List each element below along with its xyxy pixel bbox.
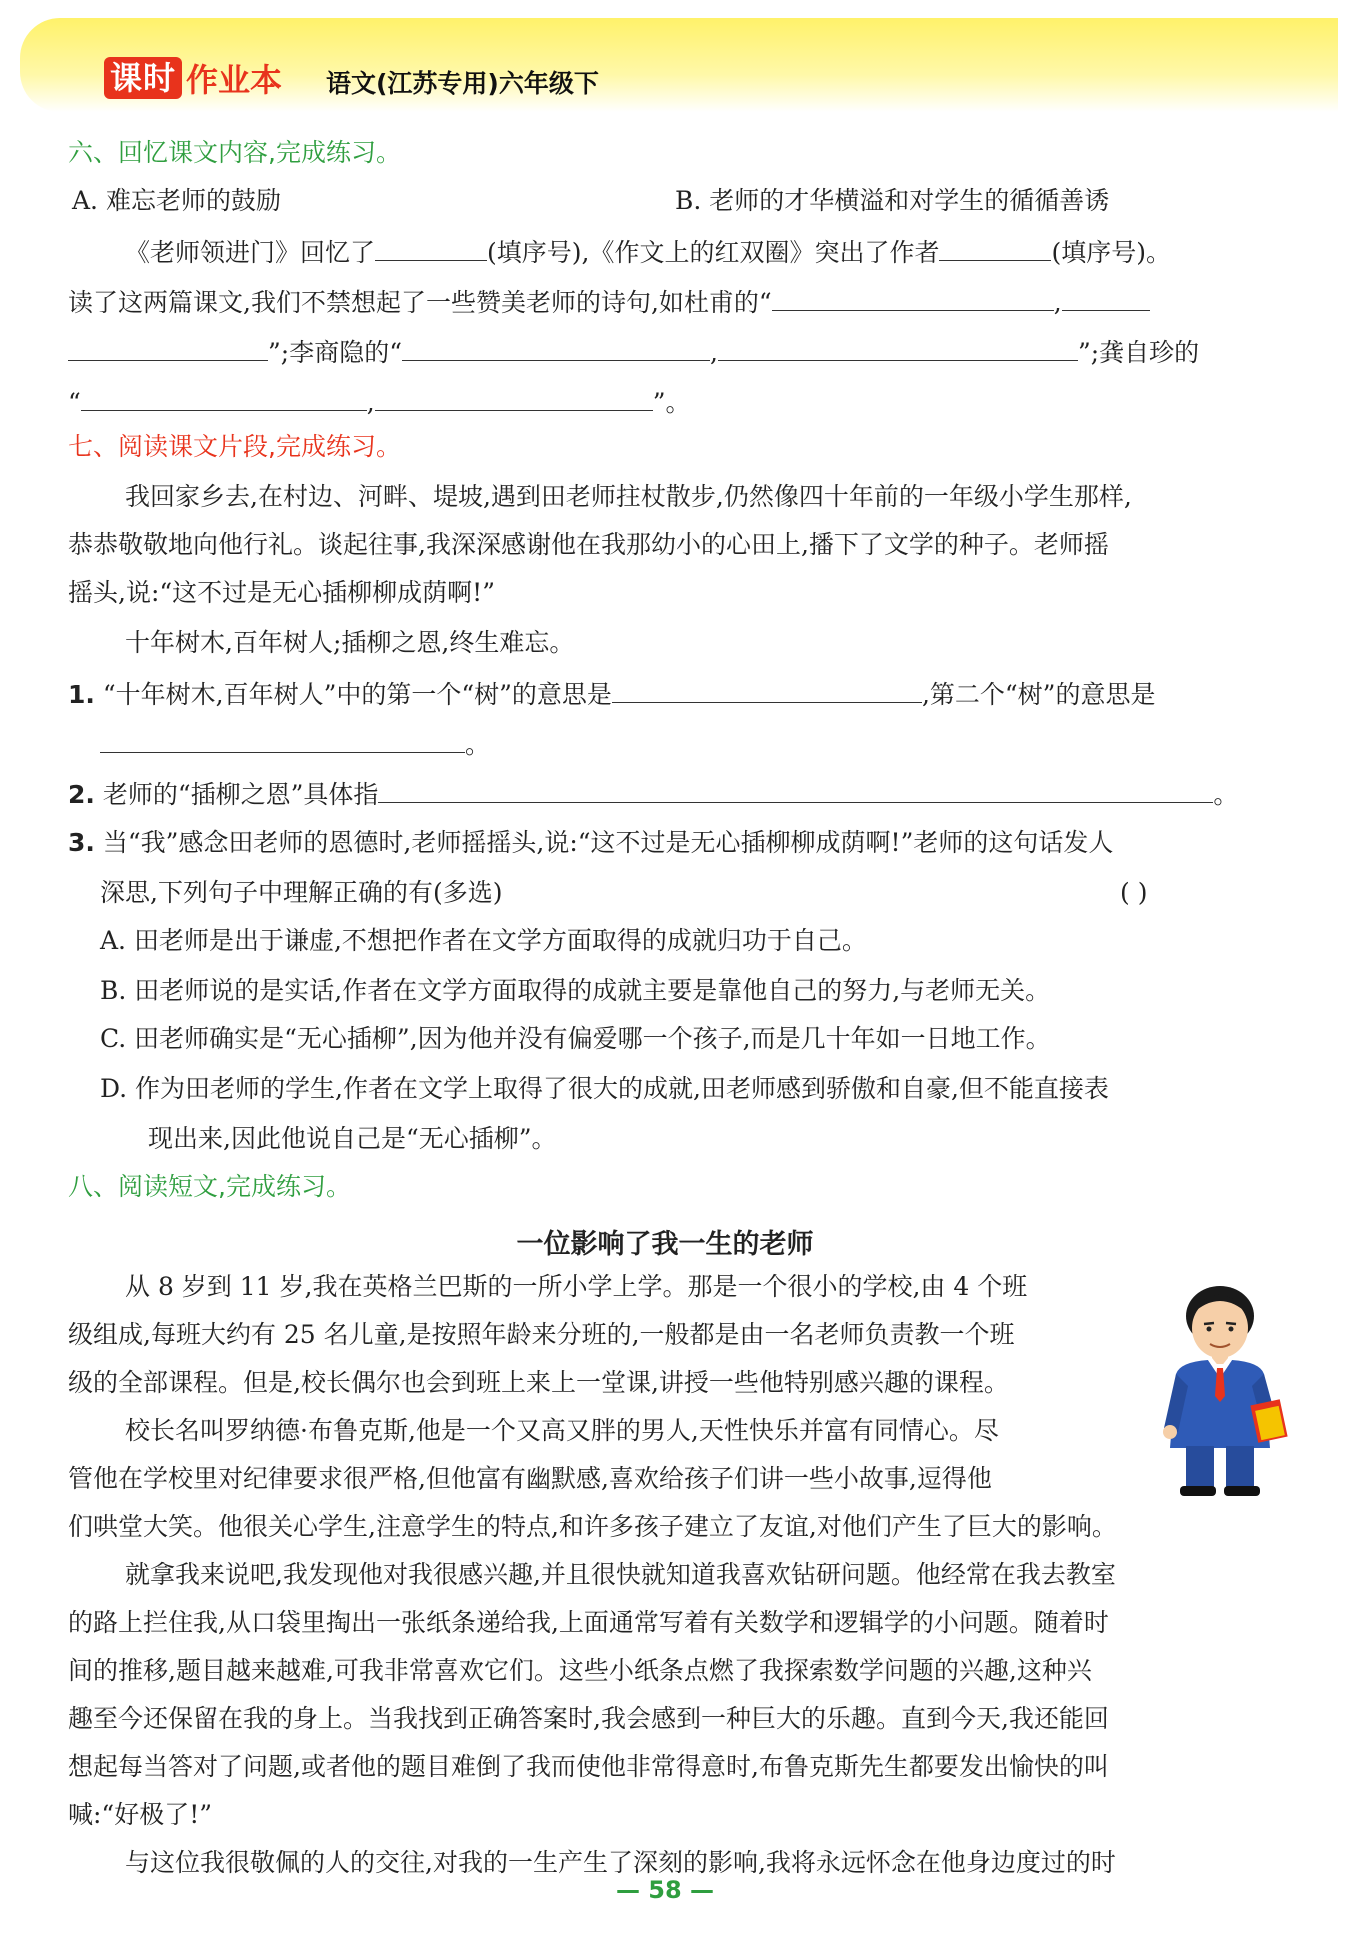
sec7-para-line: 摇头,说:“这不过是无心插柳柳成荫啊!” <box>68 578 495 607</box>
blank[interactable] <box>402 336 710 361</box>
q3-option-d: D. 作为田老师的学生,作者在文学上取得了很大的成就,田老师感到骄傲和自豪,但不能直接表 <box>100 1074 1109 1103</box>
blank[interactable] <box>1062 286 1150 311</box>
section-6-title: 六、回忆课文内容,完成练习。 <box>68 138 401 167</box>
article-line: 间的推移,题目越来越难,可我非常喜欢它们。这些小纸条点燃了我探索数学问题的兴趣,这种兴 <box>68 1656 1092 1685</box>
article-line: 的路上拦住我,从口袋里掏出一张纸条递给我,上面通常写着有关数学和逻辑学的小问题。随着时 <box>68 1608 1109 1637</box>
q3-option-d-cont: 现出来,因此他说自己是“无心插柳”。 <box>148 1124 557 1153</box>
question-1-cont <box>100 728 490 760</box>
text: 当“我”感念田老师的恩德时,老师摇摇头,说:“这不过是无心插柳柳成荫啊!”老师的这句话发人 <box>102 828 1114 857</box>
article-line: 喊:“好极了!” <box>68 1800 213 1829</box>
blank[interactable] <box>612 678 922 703</box>
blank[interactable] <box>100 728 465 753</box>
question-number: 2. <box>68 780 95 809</box>
brand-logo <box>104 56 282 100</box>
article-line: 管他在学校里对纪律要求很严格,但他富有幽默感,喜欢给孩子们讲一些小故事,逗得他 <box>68 1464 992 1493</box>
article-line: 级的全部课程。但是,校长偶尔也会到班上来上一堂课,讲授一些他特别感兴趣的课程。 <box>68 1368 1009 1397</box>
article-line: 校长名叫罗纳德·布鲁克斯,他是一个又高又胖的男人,天性快乐并富有同情心。尽 <box>125 1416 999 1445</box>
book-subject: 语文(江苏专用)六年级下 <box>326 69 599 98</box>
page-number: — 58 — <box>615 1876 715 1904</box>
question-1 <box>68 678 1155 710</box>
q3-option-b: B. 田老师说的是实话,作者在文学方面取得的成就主要是靠他自己的努力,与老师无关。 <box>100 976 1051 1005</box>
text: 老师的“插柳之恩”具体指 <box>102 780 379 809</box>
sec6-option-a: A. 难忘老师的鼓励 <box>72 186 281 215</box>
article-line: 从 8 岁到 11 岁,我在英格兰巴斯的一所小学上学。那是一个很小的学校,由 4 个班 <box>125 1272 1028 1301</box>
sec7-para-line: 十年树木,百年树人;插柳之恩,终生难忘。 <box>125 628 575 657</box>
text: ”。 <box>652 388 691 417</box>
blank[interactable] <box>939 236 1051 261</box>
sec6-option-b: B. 老师的才华横溢和对学生的循循善诱 <box>675 186 1110 215</box>
section-8-title: 八、阅读短文,完成练习。 <box>68 1172 351 1201</box>
text: , <box>710 338 718 367</box>
text: 。 <box>1213 780 1239 809</box>
section-7-title: 七、阅读课文片段,完成练习。 <box>68 432 401 461</box>
sec6-line-3 <box>68 336 1199 368</box>
article-line: 就拿我来说吧,我发现他对我很感兴趣,并且很快就知道我喜欢钻研问题。他经常在我去教室 <box>125 1560 1116 1589</box>
text: “十年树木,百年树人”中的第一个“树”的意思是 <box>102 680 612 709</box>
blank[interactable] <box>375 386 653 411</box>
text: 《老师领进门》回忆了 <box>125 238 376 267</box>
logo-box: 课时 <box>104 57 182 99</box>
question-2 <box>68 778 1238 810</box>
text: , <box>366 388 375 417</box>
question-number: 1. <box>68 680 95 709</box>
article-line: 想起每当答对了问题,或者他的题目难倒了我而使他非常得意时,布鲁克斯先生都要发出愉快的叫 <box>68 1752 1109 1781</box>
text: ,第二个“树”的意思是 <box>921 680 1156 709</box>
question-3-cont: 深思,下列句子中理解正确的有(多选) <box>100 878 503 907</box>
question-number: 3. <box>68 828 95 857</box>
answer-parentheses[interactable]: ( ) <box>1120 878 1148 907</box>
blank[interactable] <box>68 336 268 361</box>
logo-text: 作业本 <box>186 61 283 99</box>
blank[interactable] <box>378 778 1213 803</box>
article-line: 们哄堂大笑。他很关心学生,注意学生的特点,和许多孩子建立了友谊,对他们产生了巨大的影响。 <box>68 1512 1117 1541</box>
text: ”;李商隐的“ <box>268 338 402 367</box>
article-line: 级组成,每班大约有 25 名儿童,是按照年龄来分班的,一般都是由一名老师负责教一个班 <box>68 1320 1015 1349</box>
sec7-para-line: 恭恭敬敬地向他行礼。谈起往事,我深深感谢他在我那幼小的心田上,播下了文学的种子。老师摇 <box>68 530 1109 559</box>
text: 。 <box>465 730 491 759</box>
teacher-illustration <box>1150 1278 1290 1498</box>
q3-option-c: C. 田老师确实是“无心插柳”,因为他并没有偏爱哪一个孩子,而是几十年如一日地工作。 <box>100 1024 1051 1053</box>
text: , <box>1053 288 1062 317</box>
blank[interactable] <box>718 336 1078 361</box>
q3-option-a: A. 田老师是出于谦虚,不想把作者在文学方面取得的成就归功于自己。 <box>100 926 867 955</box>
article-line: 与这位我很敬佩的人的交往,对我的一生产生了深刻的影响,我将永远怀念在他身边度过的时 <box>125 1848 1116 1877</box>
article-line: 趣至今还保留在我的身上。当我找到正确答案时,我会感到一种巨大的乐趣。直到今天,我还能回 <box>68 1704 1109 1733</box>
text: (填序号),《作文上的红双圈》突出了作者 <box>487 238 940 267</box>
text: “ <box>68 388 81 417</box>
sec6-line-1 <box>125 236 1171 268</box>
text: 读了这两篇课文,我们不禁想起了一些赞美老师的诗句,如杜甫的“ <box>68 288 772 317</box>
sec6-line-2 <box>68 286 1150 318</box>
sec6-line-4 <box>68 386 691 418</box>
text: ”;龚自珍的 <box>1077 338 1200 367</box>
article-title: 一位影响了我一生的老师 <box>516 1229 814 1260</box>
question-3 <box>68 828 1113 858</box>
blank[interactable] <box>375 236 487 261</box>
text: (填序号)。 <box>1051 238 1171 267</box>
blank[interactable] <box>81 386 367 411</box>
blank[interactable] <box>772 286 1054 311</box>
sec7-para-line: 我回家乡去,在村边、河畔、堤坡,遇到田老师拄杖散步,仍然像四十年前的一年级小学生那样, <box>125 482 1132 511</box>
